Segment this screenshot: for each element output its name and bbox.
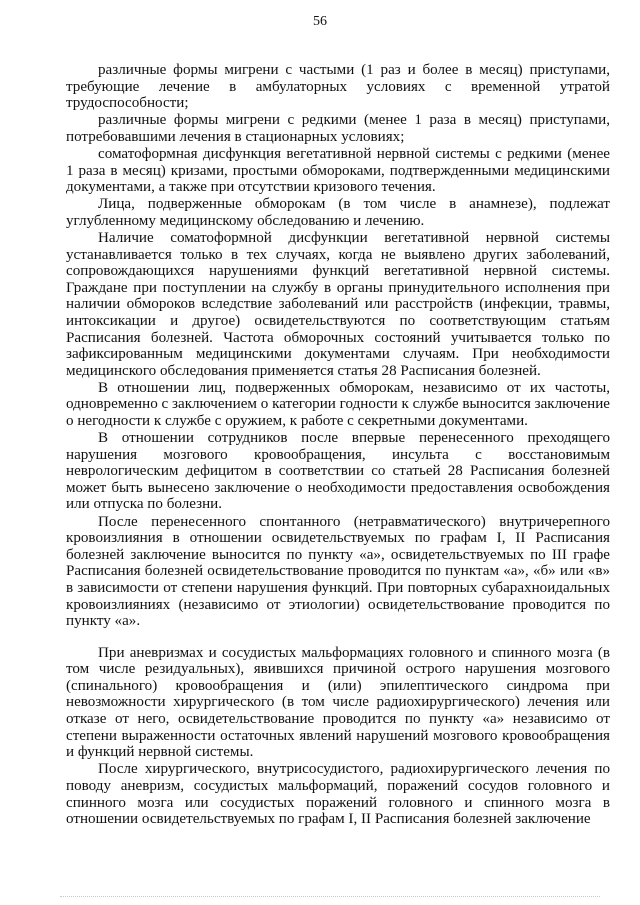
scan-artifact — [60, 896, 600, 900]
paragraph: Наличие соматоформной дисфункции вегетативной нервной системы устанавливается только в тех случаях, когда не выявлено других заболеваний, сопровождающихся нарушениями функций вегетативной нервной системы. Граждане при поступлении на службу в органы принудительного исполнения при наличии обмороков вследствие заболеваний или расстройств (инфекции, травмы, интоксикации и другое) освидетельствуются по соответствующим статьям Расписания болезней. Частота обморочных состояний учитывается только по зафиксированным медицинскими документами случаям. При необходимости медицинского обследования применяется статья 28 Расписания болезней. — [66, 229, 610, 379]
paragraph: После перенесенного спонтанного (нетравматического) внутричерепного кровоизлияния в отношении освидетельствуемых по графам I, II Расписания болезней заключение выносится по пункту «а», освидетельствуемых по III графе Расписания болезней освидетельствование проводится по пунктам «а», «б» или «в» в зависимости от степени нарушения функций. При повторных субарахноидальных кровоизлияниях (независимо от этиологии) освидетельствование проводится по пункту «а». — [66, 513, 610, 630]
paragraph: При аневризмах и сосудистых мальформациях головного и спинного мозга (в том числе резидуальных), явившихся причиной острого нарушения мозгового (спинального) кровообращения и (или) эпилептического синдрома при невозможности хирургического (в том числе радиохирургического) лечения или отказе от него, освидетельствование проводится по пункту «а» независимо от степени выраженности остаточных явлений нарушений мозгового кровообращения и функций нервной системы. — [66, 644, 610, 761]
paragraph: После хирургического, внутрисосудистого, радиохирургического лечения по поводу аневризм, сосудистых мальформаций, поражений сосудов головного и спинного мозга или сосудистых поражений головного и спинного мозга в отношении освидетельствуемых по графам I, II Расписания болезней заключение — [66, 761, 610, 828]
page-number: 56 — [313, 14, 327, 29]
paragraph: Лица, подверженные обморокам (в том числе в анамнезе), подлежат углубленному медицинскому обследованию и лечению. — [66, 196, 610, 229]
document-body — [66, 62, 610, 828]
paragraph: различные формы мигрени с редкими (менее 1 раза в месяц) приступами, потребовавшими лечения в стационарных условиях; — [66, 112, 610, 145]
paragraph: В отношении лиц, подверженных обморокам, независимо от их частоты, одновременно с заключением о категории годности к службе выносится заключение о негодности к службе с оружием, к работе с секретными документами. — [66, 379, 610, 429]
paragraph: соматоформная дисфункция вегетативной нервной системы с редкими (менее 1 раза в месяц) кризами, простыми обмороками, подтвержденными медицинскими документами, а также при отсутствии кризового течения. — [66, 145, 610, 196]
paragraph: В отношении сотрудников после впервые перенесенного преходящего нарушения мозгового кровообращения, инсульта с восстановимым неврологическим дефицитом в соответствии со статьей 28 Расписания болезней может быть вынесено заключение о необходимости предоставления освобождения или отпуска по болезни. — [66, 430, 610, 513]
paragraph: различные формы мигрени с частыми (1 раз и более в месяц) приступами, требующие лечение в амбулаторных условиях с временной утратой трудоспособности; — [66, 62, 610, 112]
